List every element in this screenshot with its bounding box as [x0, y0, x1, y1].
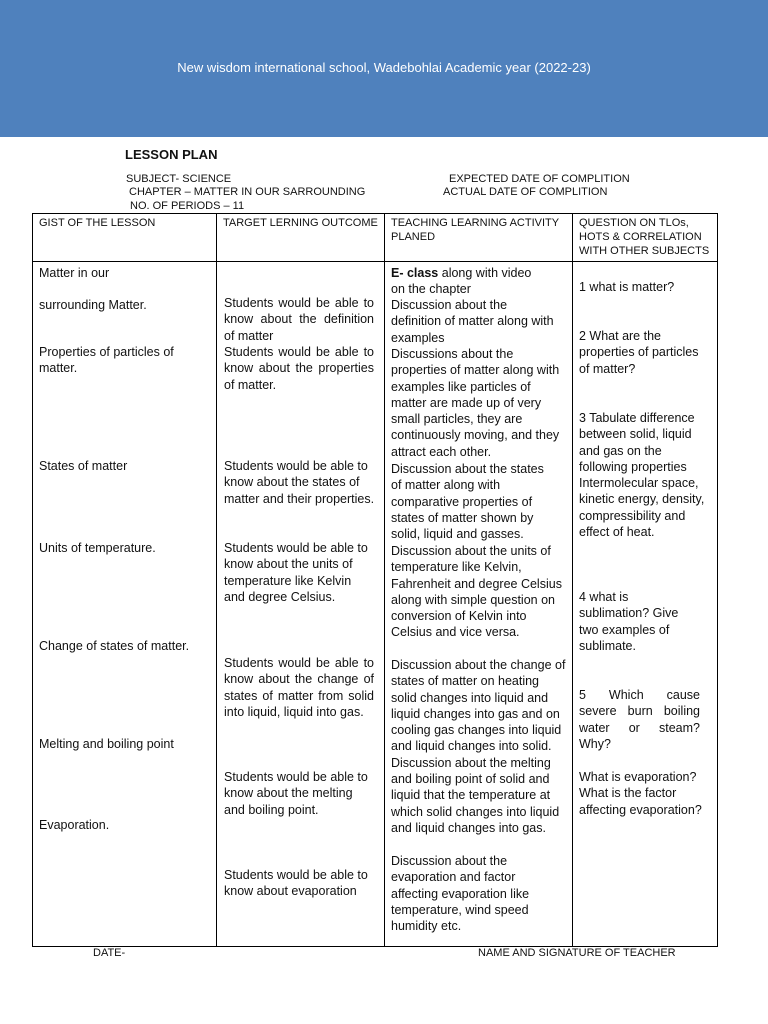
- question-item: 5 Which cause severe burn boiling water or steam? Why?: [579, 688, 700, 751]
- header-questions: QUESTION ON TLOs, HOTS & CORRELATION WITH OTHER SUBJECTS: [573, 214, 718, 262]
- question-item: 1 what is matter?: [579, 280, 675, 294]
- outcome-item: Students would be able to know about the change of states of matter from solid into liquid, liquid into gas.: [224, 656, 374, 719]
- activity-item: Discussion about the definition of matter along with examples: [391, 298, 554, 345]
- question-item: 3 Tabulate difference between solid, liquid and gas on the following properties Intermolecular space, kinetic energy, density, compressibility and effect of heat.: [579, 411, 705, 540]
- outcome-item: Students would be able to know about the melting and boiling point.: [224, 770, 368, 817]
- school-title: New wisdom international school, Wadebohlai Academic year (2022-23): [177, 60, 591, 75]
- activity-cell: [385, 262, 573, 947]
- gist-item: Melting and boiling point: [39, 737, 174, 751]
- outcome-item: Students would be able to know about evaporation: [224, 868, 368, 899]
- activity-item: Discussions about the properties of matter along with examples like particles of matter are made up of very small particles, they are continuously moving, and they attract each other.: [391, 347, 560, 459]
- gist-item: Change of states of matter.: [39, 639, 190, 653]
- activity-item: Discussion about the change of states of matter on heating solid changes into liquid and liquid changes into gas and on cooling gas changes into liquid and liquid changes into solid. Discussion about the melting and boiling point of solid and liquid that the temperature at which solid changes into liquid and liquid changes into gas.: [391, 658, 566, 835]
- lesson-plan-title: LESSON PLAN: [125, 147, 218, 162]
- gist-item: surrounding Matter.: [39, 298, 147, 312]
- questions-cell: [573, 262, 718, 947]
- activity-item: [391, 265, 541, 298]
- lesson-plan-table: [32, 213, 718, 947]
- header-outcome: TARGET LERNING OUTCOME: [217, 214, 385, 262]
- header-activity: TEACHING LEARNING ACTIVITY PLANED: [385, 214, 573, 262]
- gist-cell: [33, 262, 217, 947]
- gist-item: Properties of particles of matter.: [39, 345, 174, 376]
- question-item: 4 what is sublimation? Give two examples of sublimate.: [579, 590, 679, 653]
- outcome-item: Students would be able to know about the properties of matter.: [224, 345, 374, 392]
- activity-text: along with video on the chapter: [391, 266, 532, 297]
- date-label: DATE-: [93, 947, 126, 959]
- question-item: 2 What are the properties of particles of matter?: [579, 329, 699, 376]
- header-gist: GIST OF THE LESSON: [33, 214, 217, 262]
- gist-item: Evaporation.: [39, 818, 110, 832]
- e-class-label: E- class: [391, 266, 439, 280]
- gist-item: Matter in our: [39, 266, 110, 280]
- outcome-item: Students would be able to know about the units of temperature like Kelvin and degree Celsius.: [224, 541, 368, 604]
- signature-label: NAME AND SIGNATURE OF TEACHER: [478, 947, 676, 959]
- gist-item: States of matter: [39, 459, 128, 473]
- activity-item: Discussion about the evaporation and factor affecting evaporation like temperature, wind speed humidity etc.: [391, 854, 530, 934]
- expected-date-line: EXPECTED DATE OF COMPLITION: [449, 173, 630, 185]
- outcome-item: Students would be able to know about the definition of matter: [224, 296, 374, 343]
- outcome-cell: [217, 262, 385, 947]
- activity-item: Discussion about the units of temperature like Kelvin, Fahrenheit and degree Celsius along with simple question on conversion of Kelvin into Celsius and vice versa.: [391, 544, 562, 640]
- table-header-row: [33, 214, 718, 262]
- periods-line: NO. OF PERIODS – 11: [130, 200, 245, 212]
- question-item: What is evaporation? What is the factor affecting evaporation?: [579, 770, 702, 817]
- chapter-line: CHAPTER – MATTER IN OUR SARROUNDING: [129, 186, 366, 198]
- table-body-row: [33, 262, 718, 947]
- outcome-item: Students would be able to know about the states of matter and their properties.: [224, 459, 375, 506]
- gist-item: Units of temperature.: [39, 541, 156, 555]
- activity-item: Discussion about the states of matter along with comparative properties of states of matter shown by solid, liquid and gasses.: [391, 462, 544, 542]
- header-banner: [0, 0, 768, 137]
- actual-date-line: ACTUAL DATE OF COMPLITION: [443, 186, 608, 198]
- subject-line: SUBJECT- SCIENCE: [126, 173, 232, 185]
